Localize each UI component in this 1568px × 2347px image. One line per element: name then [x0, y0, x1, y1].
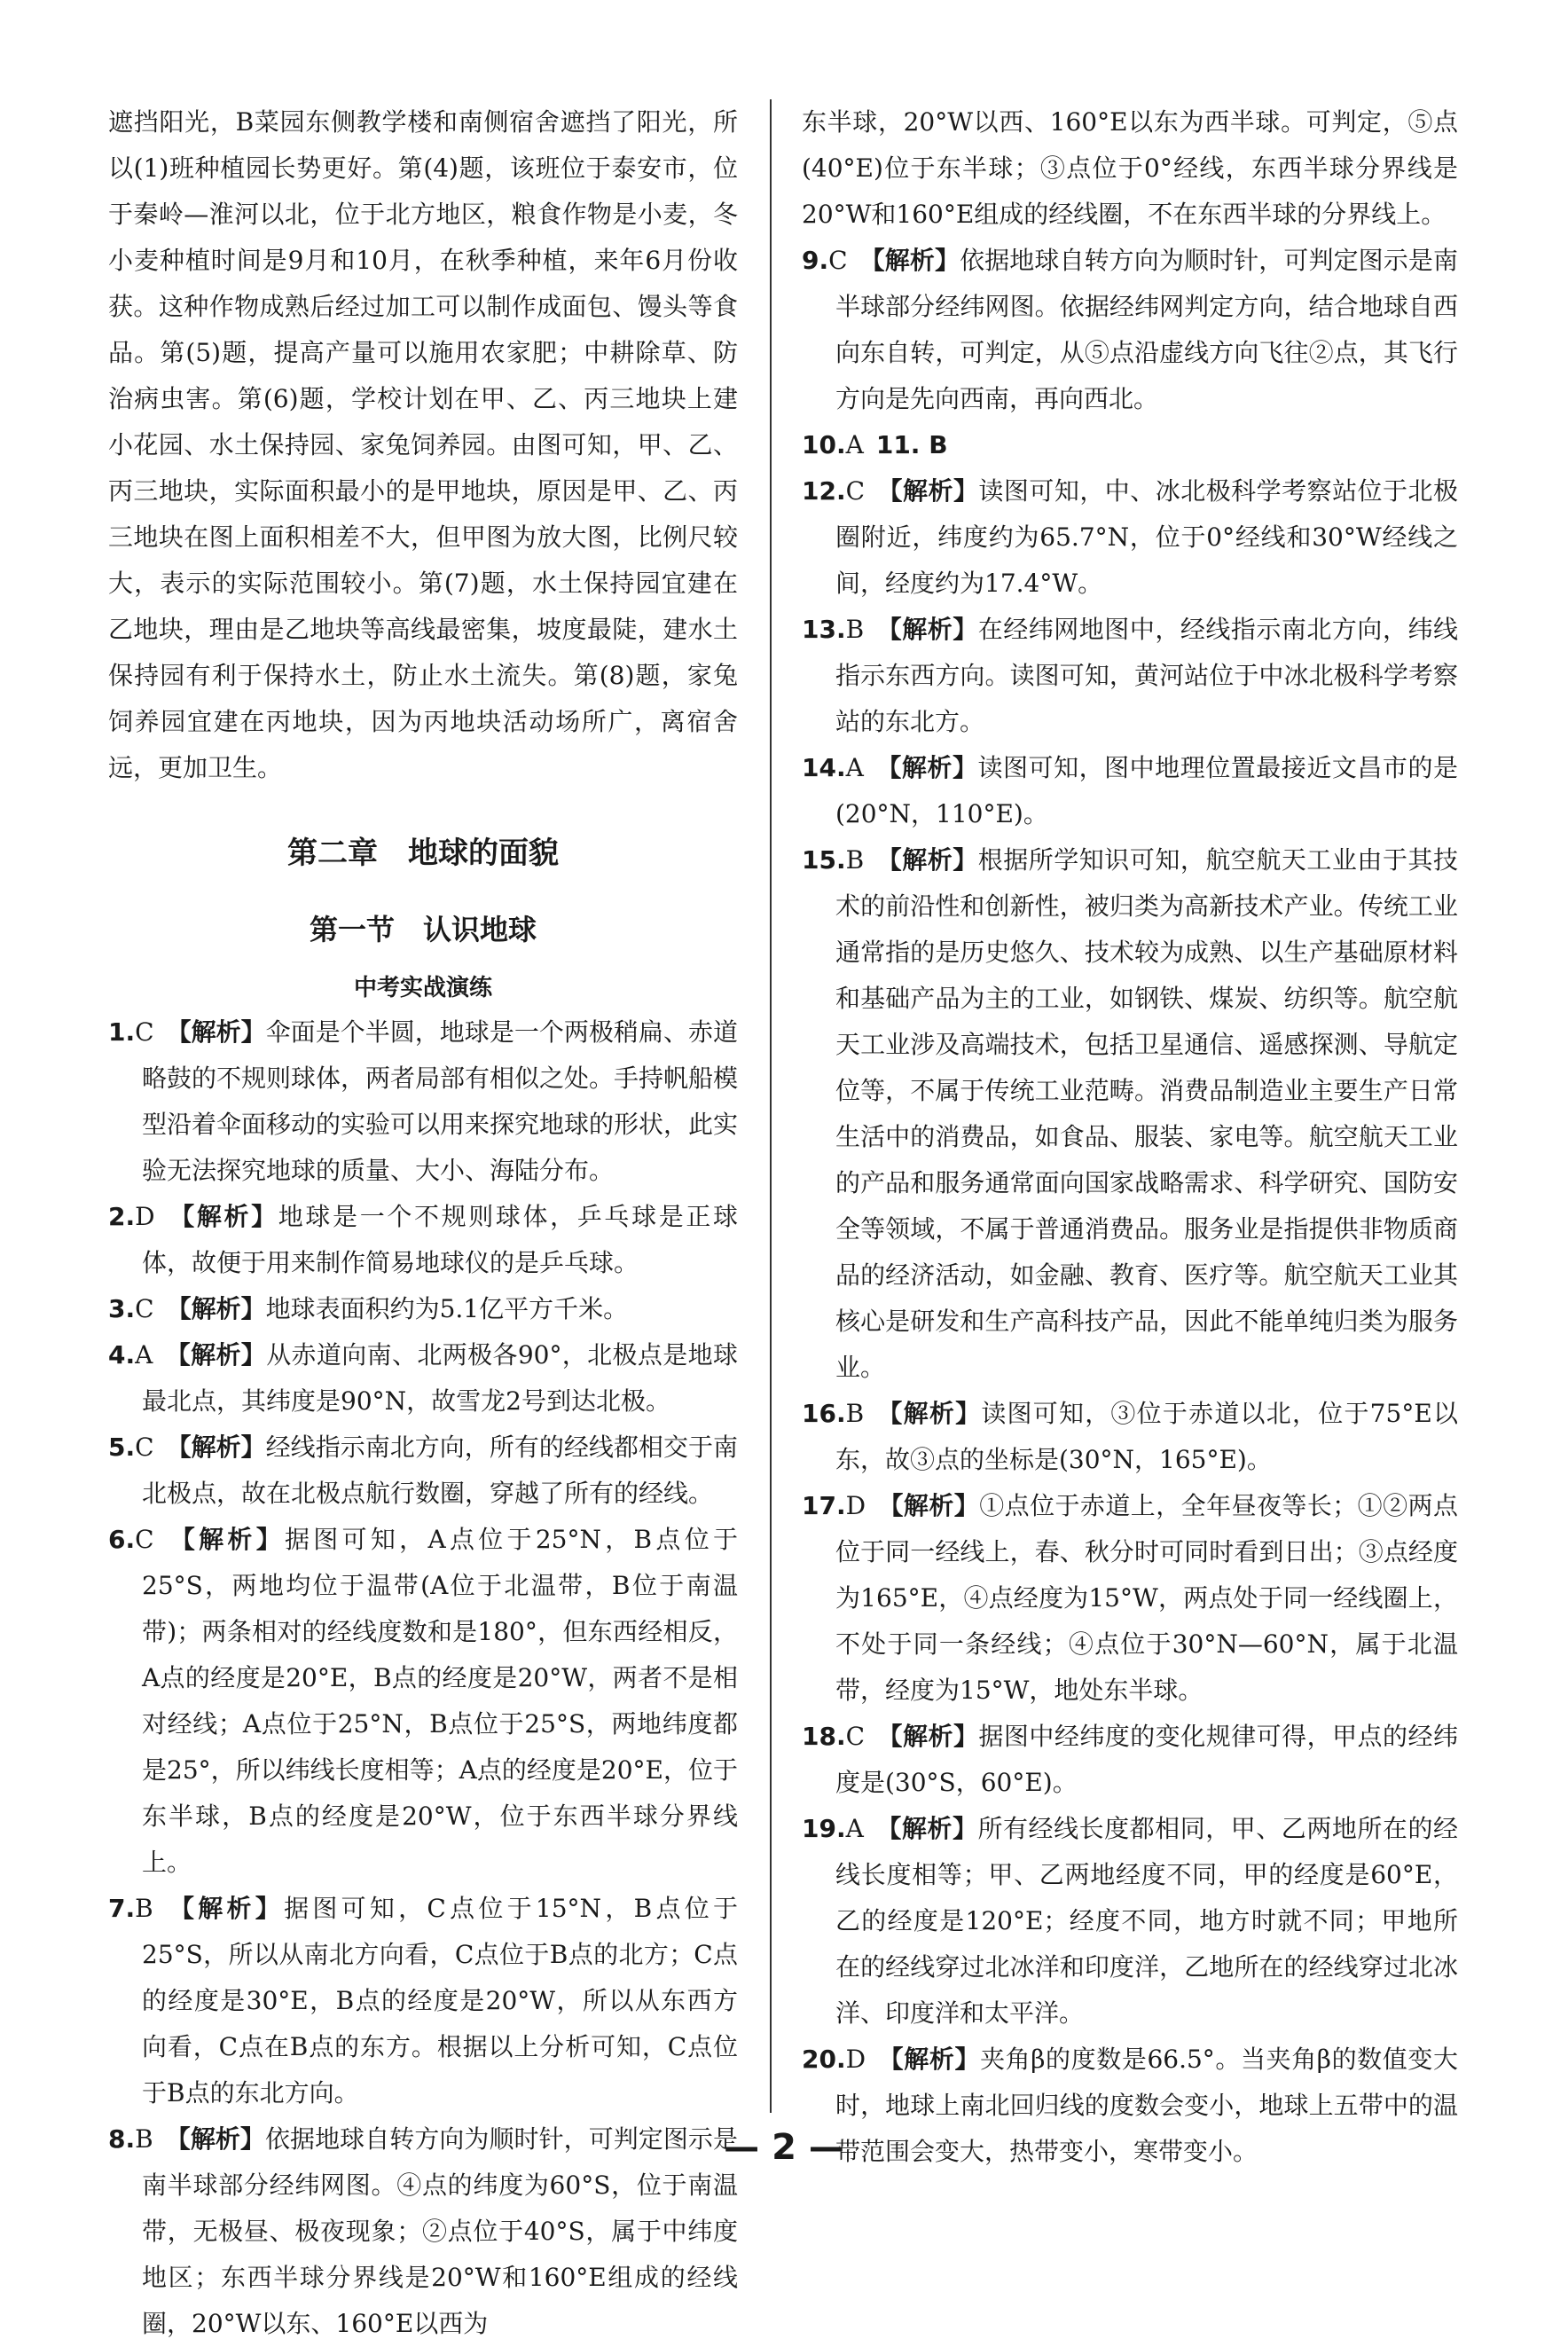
- analysis-tag: 【解析】: [876, 1399, 982, 1428]
- item-number: 2.: [108, 1202, 136, 1231]
- answer-letter: D: [845, 1491, 866, 1520]
- answer-item: [802, 1391, 1458, 1483]
- analysis-tag: 【解析】: [166, 1433, 266, 1462]
- answer-item: [802, 468, 1458, 607]
- answer-item: [108, 1286, 738, 1332]
- analysis-text: 依据地球自转方向为顺时针，可判定图示是南半球部分经纬网图。④点的纬度为60°S，位于南温带，无极昼、极夜现象；②点位于40°S，属于中纬度地区；东西半球分界线是20°W和160°E组成的经线圈，20°W以东、160°E以西为: [142, 2124, 738, 2338]
- item-number: 5.: [108, 1433, 136, 1462]
- answer-letter: C: [828, 246, 848, 275]
- answer-letter: D: [845, 2045, 866, 2074]
- answer-item: [802, 1806, 1458, 2037]
- answer-letter: C: [845, 1722, 866, 1751]
- answer-letter: A: [135, 1340, 153, 1370]
- column-divider: [770, 99, 772, 2113]
- item-number: 8.: [108, 2124, 136, 2154]
- analysis-tag: 11. B: [875, 430, 948, 459]
- answer-item: [108, 1425, 738, 1517]
- analysis-tag: 【解析】: [165, 2124, 265, 2154]
- item-number: 15.: [802, 845, 846, 875]
- analysis-text: 据图中经纬度的变化规律可得，甲点的经纬度是(30°S，60°E)。: [835, 1722, 1458, 1797]
- item-number: 19.: [802, 1814, 846, 1843]
- item-number: 4.: [108, 1340, 136, 1370]
- item-number: 9.: [802, 246, 829, 275]
- answer-item: [802, 607, 1458, 745]
- analysis-tag: 【解析】: [167, 1202, 278, 1231]
- answer-item: [802, 745, 1458, 837]
- right-column: [802, 99, 1458, 2175]
- answer-letter: D: [135, 1202, 155, 1231]
- analysis-tag: 【解析】: [166, 1525, 286, 1554]
- analysis-tag: 【解析】: [165, 1894, 285, 1923]
- analysis-text: 读图可知，中、冰北极科学考察站位于北极圈附近，纬度约为65.7°N，位于0°经线和30°W经线之间，经度约为17.4°W。: [835, 476, 1458, 598]
- analysis-tag: 【解析】: [875, 1814, 978, 1843]
- continuation-paragraph: 东半球，20°W以西、160°E以东为西半球。可判定，⑤点(40°E)位于东半球；③点位于0°经线，东西半球分界线是20°W和160°E组成的经线圈，不在东西半球的分界线上。: [802, 107, 1458, 229]
- left-column: [108, 99, 738, 2347]
- analysis-tag: 【解析】: [876, 615, 978, 644]
- answer-item: [108, 1332, 738, 1425]
- intro-paragraph: 遮挡阳光，B菜园东侧教学楼和南侧宿舍遮挡了阳光，所以(1)班种植园长势更好。第(4)题，该班位于泰安市，位于秦岭—淮河以北，位于北方地区，粮食作物是小麦，冬小麦种植时间是9月和10月，在秋季种植，来年6月份收获。这种作物成熟后经过加工可以制作成面包、馒头等食品。第(5)题，提高产量可以施用农家肥；中耕除草、防治病虫害。第(6)题，学校计划在甲、乙、丙三地块上建小花园、水土保持园、家兔饲养园。由图可知，甲、乙、丙三地块，实际面积最小的是甲地块，原因是甲、乙、丙三地块在图上面积相差不大，但甲图为放大图，比例尺较大，表示的实际范围较小。第(7)题，水土保持园宜建在乙地块，理由是乙地块等高线最密集，坡度最陡，建水土保持园有利于保持水土，防止水土流失。第(8)题，家兔饲养园宜建在丙地块，因为丙地块活动场所广，离宿舍远，更加卫生。: [108, 107, 738, 782]
- answer-letter: C: [135, 1525, 154, 1554]
- item-number: 17.: [802, 1491, 846, 1520]
- analysis-text: 伞面是个半圆，地球是一个两极稍扁、赤道略鼓的不规则球体，两者局部有相似之处。手持帆船模型沿着伞面移动的实验可以用来探究地球的形状，此实验无法探究地球的质量、大小、海陆分布。: [142, 1017, 739, 1185]
- answer-letter: A: [845, 1814, 864, 1843]
- analysis-tag: 【解析】: [165, 1340, 267, 1370]
- analysis-text: 地球是一个不规则球体，乒乓球是正球体，故便于用来制作简易地球仪的是乒乓球。: [142, 1202, 738, 1277]
- answer-item: [802, 1714, 1458, 1806]
- analysis-text: 依据地球自转方向为顺时针，可判定图示是南半球部分经纬网图。依据经纬网判定方向，结合地球自西向东自转，可判定，从⑤点沿虚线方向飞往②点，其飞行方向是先向西南，再向西北。: [835, 246, 1458, 413]
- analysis-text: 经线指示南北方向，所有的经线都相交于南北极点，故在北极点航行数圈，穿越了所有的经线。: [142, 1433, 738, 1508]
- analysis-tag: 【解析】: [166, 1294, 266, 1323]
- analysis-text: 根据所学知识可知，航空航天工业由于其技术的前沿性和创新性，被归类为高新技术产业。传统工业通常指的是历史悠久、技术较为成熟、以生产基础原材料和基础产品为主的工业，如钢铁、煤炭、纺织等。航空航天工业涉及高端技术，包括卫星通信、遥感探测、导航定位等，不属于传统工业范畴。消费品制造业主要生产日常生活中的消费品，如食品、服装、家电等。航空航天工业的产品和服务通常面向国家战略需求、科学研究、国防安全等领域，不属于普通消费品。服务业是指提供非物质商品的经济活动，如金融、教育、医疗等。航空航天工业其核心是研发和生产高科技产品，因此不能单纯归类为服务业。: [835, 845, 1458, 1382]
- chapter-title: 第二章 地球的面貌: [287, 836, 559, 871]
- analysis-tag: 【解析】: [877, 1722, 979, 1751]
- analysis-tag: 【解析】: [166, 1017, 266, 1047]
- answer-letter: C: [845, 476, 866, 506]
- item-number: 20.: [802, 2045, 846, 2074]
- item-number: 13.: [802, 615, 846, 644]
- answer-item: [108, 1886, 738, 2116]
- answer-letter: C: [135, 1294, 154, 1323]
- analysis-tag: 【解析】: [875, 753, 978, 782]
- answer-letter: A: [845, 753, 864, 782]
- subsection-title: 中考实战演练: [353, 975, 492, 1001]
- answer-item: [802, 422, 1458, 468]
- answer-item: [802, 837, 1458, 1391]
- analysis-tag: 【解析】: [877, 476, 979, 506]
- item-number: 16.: [802, 1399, 846, 1428]
- analysis-text: 所有经线长度都相同，甲、乙两地所在的经线长度相等；甲、乙两地经度不同，甲的经度是60°E，乙的经度是120°E；经度不同，地方时就不同；甲地所在的经线穿过北冰洋和印度洋，乙地所在的经线穿过北冰洋、印度洋和太平洋。: [835, 1814, 1458, 2028]
- analysis-text: 读图可知，③位于赤道以北，位于75°E以东，故③点的坐标是(30°N，165°E)。: [835, 1399, 1458, 1474]
- answer-letter: B: [845, 1399, 865, 1428]
- answer-letter: B: [135, 2124, 153, 2154]
- analysis-text: 据图可知，C点位于15°N，B点位于25°S，所以从南北方向看，C点位于B点的北方；C点的经度是30°E，B点的经度是20°W，所以从东西方向看，C点在B点的东方。根据以上分析可知，C点位于B点的东北方向。: [142, 1894, 738, 2108]
- analysis-text: 地球表面积约为5.1亿平方千米。: [265, 1294, 629, 1323]
- analysis-text: 据图可知，A点位于25°N，B点位于25°S，两地均位于温带(A位于北温带，B位于南温带)；两条相对的经线度数和是180°，但东西经相反，A点的经度是20°E，B点的经度是20°W，两者不是相对经线；A点位于25°N，B点位于25°S，两地纬度都是25°，所以纬线长度相等；A点的经度是20°E，位于东半球，B点的经度是20°W，位于东西半球分界线上。: [142, 1525, 738, 1877]
- analysis-text: 夹角β的度数是66.5°。当夹角β的数值变大时，地球上南北回归线的度数会变小，地球上五带中的温带范围会变大，热带变小，寒带变小。: [835, 2045, 1458, 2166]
- answer-letter: B: [845, 615, 865, 644]
- answer-letter: B: [845, 845, 865, 875]
- analysis-tag: 【解析】: [859, 246, 960, 275]
- right-answer-list: [802, 238, 1458, 2175]
- item-number: 7.: [108, 1894, 136, 1923]
- answer-letter: B: [135, 1894, 153, 1923]
- answer-item: [108, 1517, 738, 1886]
- item-number: 14.: [802, 753, 846, 782]
- analysis-tag: 【解析】: [876, 845, 978, 875]
- answer-letter: C: [135, 1433, 154, 1462]
- analysis-text: 读图可知，图中地理位置最接近文昌市的是(20°N，110°E)。: [835, 753, 1458, 828]
- item-number: 18.: [802, 1722, 846, 1751]
- item-number: 10.: [802, 430, 846, 459]
- analysis-text: 从赤道向南、北两极各90°，北极点是地球最北点，其纬度是90°N，故雪龙2号到达北极。: [142, 1340, 738, 1416]
- item-number: 1.: [108, 1017, 136, 1047]
- analysis-tag: 【解析】: [878, 2045, 981, 2074]
- answer-letter: C: [135, 1017, 154, 1047]
- section-title: 第一节 认识地球: [309, 913, 537, 946]
- analysis-text: 在经纬网地图中，经线指示南北方向，纬线指示东西方向。读图可知，黄河站位于中冰北极科学考察站的东北方。: [835, 615, 1458, 736]
- answer-item: [108, 1009, 738, 1194]
- answer-letter: A: [845, 430, 864, 459]
- answer-item: [802, 1483, 1458, 1714]
- page-number: — 2 —: [724, 2127, 844, 2168]
- analysis-text: ①点位于赤道上，全年昼夜等长；①②两点位于同一经线上，春、秋分时可同时看到日出；③点经度为165°E，④点经度为15°W，两点处于同一经线圈上，不处于同一条经线；④点位于30°N—60°N，属于北温带，经度为15°W，地处东半球。: [835, 1491, 1458, 1705]
- item-number: 12.: [802, 476, 846, 506]
- answer-item: [108, 1194, 738, 1286]
- item-number: 3.: [108, 1294, 136, 1323]
- analysis-tag: 【解析】: [878, 1491, 980, 1520]
- item-number: 6.: [108, 1525, 136, 1554]
- answer-item: [802, 238, 1458, 422]
